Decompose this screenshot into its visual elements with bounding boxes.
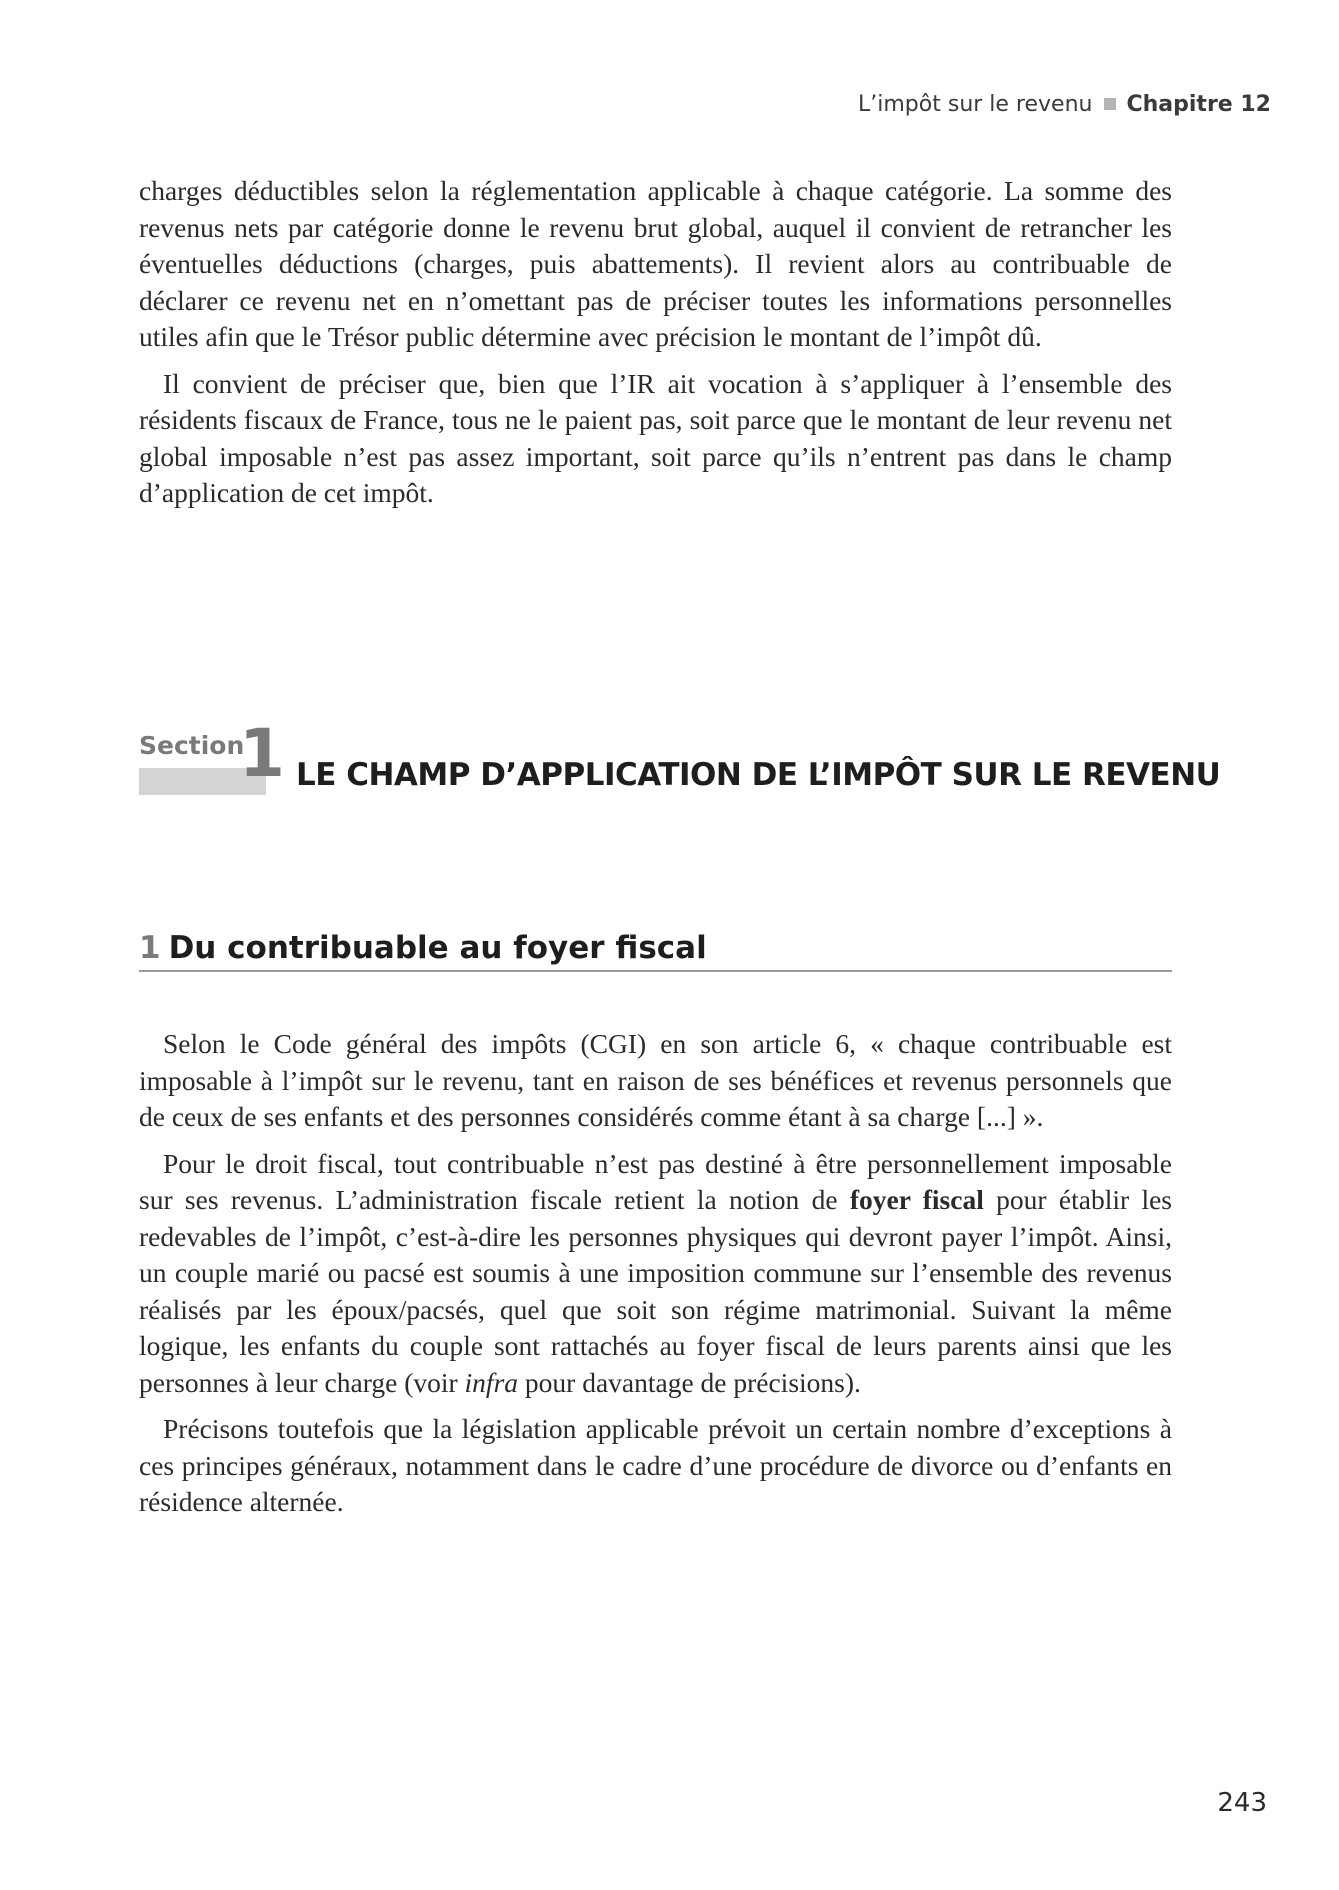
page-number: 243	[1217, 1788, 1267, 1818]
section-body-text	[139, 1026, 1172, 1521]
body-paragraph-2-part-3: pour davantage de précisions).	[518, 1366, 861, 1398]
separator-square-icon	[1104, 98, 1116, 110]
section-label: Section	[139, 731, 245, 760]
section-number: 1	[239, 715, 285, 792]
running-head-chapter: Chapitre 12	[1126, 92, 1271, 117]
foyer-fiscal-term: foyer fiscal	[849, 1184, 984, 1215]
intro-text	[139, 173, 1172, 512]
subsection-heading	[139, 930, 1172, 972]
subsection-number: 1	[139, 930, 161, 966]
body-paragraph-2-part-1: Pour le droit fiscal, tout contribuable n’est pas destiné à être personnellement imposable sur ses revenus. L’administration fiscale retient la notion de	[139, 1147, 1172, 1215]
body-paragraph-2	[139, 1146, 1172, 1402]
body-paragraph-3: Précisons toutefois que la législation applicable prévoit un certain nombre d’exceptions à ces principes généraux, notamment dans le cadre d’une procédure de divorce ou d’enfants en résidence alternée.	[139, 1413, 1172, 1517]
subsection-title: Du contribuable au foyer fiscal	[168, 930, 707, 966]
intro-paragraph-2: Il convient de préciser que, bien que l’IR ait vocation à s’appliquer à l’ensemble des résidents fiscaux de France, tous ne le paient pas, soit parce que le montant de leur revenu net global imposable n’est pas assez important, soit parce qu’ils n’entrent pas dans le champ d’application de cet impôt.	[139, 367, 1172, 508]
section-title: LE CHAMP D’APPLICATION DE L’IMPÔT SUR LE REVENU	[296, 757, 1221, 793]
running-head-title: L’impôt sur le revenu	[858, 92, 1093, 117]
intro-paragraph-1: charges déductibles selon la réglementation applicable à chaque catégorie. La somme des revenus nets par catégorie donne le revenu brut global, auquel il convient de retrancher les éventuelles déductions (charges, puis abattements). Il revient alors au contribuable de déclarer ce revenu net en n’omettant pas de préciser toutes les informations personnelles utiles afin que le Trésor public détermine avec précision le montant de l’impôt dû.	[139, 175, 1172, 352]
body-paragraph-1: Selon le Code général des impôts (CGI) en son article 6, « chaque contribuable est imposable à l’impôt sur le revenu, tant en raison de ses bénéfices et revenus personnels que de ceux de ses enfants et des personnes considérés comme étant à sa charge [...] ».	[139, 1028, 1172, 1132]
section-heading	[139, 715, 1221, 797]
infra-term: infra	[464, 1366, 519, 1398]
running-head	[858, 92, 1271, 117]
body-paragraph-2-part-2: pour établir les redevables de l’impôt, c’est-à-dire les personnes physiques qui devront payer l’impôt. Ainsi, un couple marié ou pacsé est soumis à une imposition commune sur l’ensemble des revenus réalisés par les époux/pacsés, quel que soit son régime matrimonial. Suivant la même logique, les enfants du couple sont rattachés au foyer fiscal de leurs parents ainsi que les personnes à leur charge (voir	[139, 1184, 1173, 1398]
